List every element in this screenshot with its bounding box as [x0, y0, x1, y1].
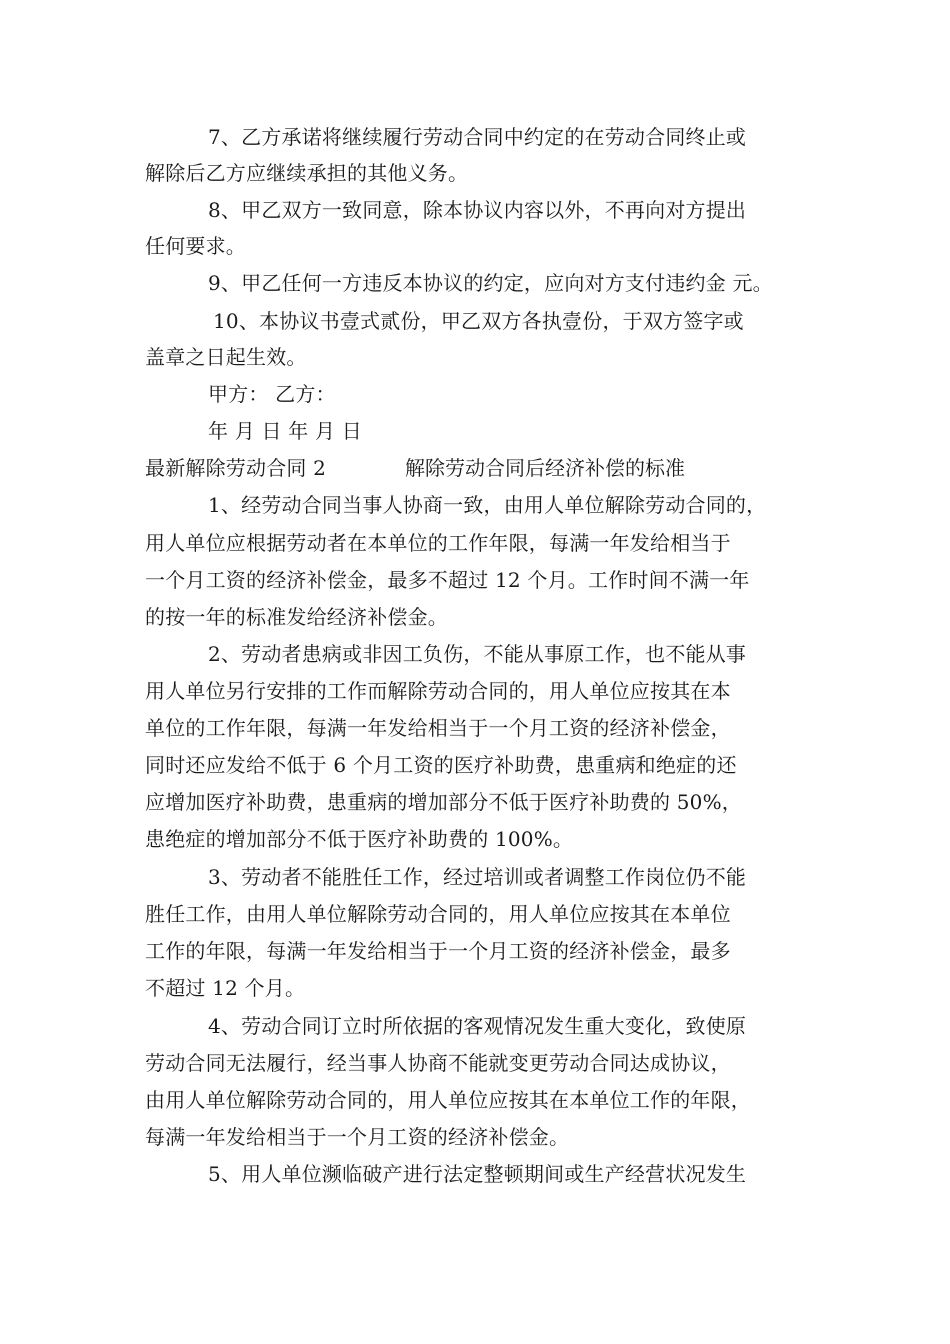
- signature-dates: 年 月 日 年 月 日: [208, 419, 362, 443]
- standard-2-line-1: 2、劳动者患病或非因工负伤，不能从事原工作，也不能从事: [208, 642, 747, 666]
- standard-3-line-4: 不超过 12 个月。: [145, 976, 306, 1000]
- section-heading-right: 解除劳动合同后经济补偿的标准: [405, 456, 685, 480]
- standard-3-line-1: 3、劳动者不能胜任工作，经过培训或者调整工作岗位仍不能: [208, 865, 747, 889]
- standard-1-line-4: 的按一年的标准发给经济补偿金。: [145, 605, 448, 629]
- standard-5-line-1: 5、用人单位濒临破产进行法定整顿期间或生产经营状况发生: [208, 1162, 747, 1186]
- standard-3-line-2: 胜任工作，由用人单位解除劳动合同的，用人单位应按其在本单位: [145, 902, 731, 926]
- standard-3-line-3: 工作的年限，每满一年发给相当于一个月工资的经济补偿金，最多: [145, 939, 731, 963]
- clause-7-line-2: 解除后乙方应继续承担的其他义务。: [145, 161, 469, 185]
- clause-9-line-1: 9、甲乙任何一方违反本协议的约定，应向对方支付违约金 元。: [208, 271, 773, 295]
- standard-4-line-3: 由用人单位解除劳动合同的，用人单位应按其在本单位工作的年限，: [145, 1088, 751, 1112]
- clause-8-line-1: 8、甲乙双方一致同意，除本协议内容以外，不再向对方提出: [208, 198, 747, 222]
- standard-4-line-1: 4、劳动合同订立时所依据的客观情况发生重大变化，致使原: [208, 1014, 747, 1038]
- clause-8-line-2: 任何要求。: [145, 234, 246, 258]
- standard-2-line-4: 同时还应发给不低于 6 个月工资的医疗补助费，患重病和绝症的还: [145, 753, 737, 777]
- section-heading-left: 最新解除劳动合同 2: [145, 456, 327, 480]
- standard-1-line-1: 1、经劳动合同当事人协商一致，由用人单位解除劳动合同的，: [208, 493, 767, 517]
- standard-4-line-2: 劳动合同无法履行，经当事人协商不能就变更劳动合同达成协议，: [145, 1051, 731, 1075]
- clause-7-line-1: 7、乙方承诺将继续履行劳动合同中约定的在劳动合同终止或: [208, 125, 747, 149]
- standard-1-line-3: 一个月工资的经济补偿金，最多不超过 12 个月。工作时间不满一年: [145, 568, 750, 592]
- standard-2-line-6: 患绝症的增加部分不低于医疗补助费的 100%。: [145, 827, 574, 851]
- standard-2-line-5: 应增加医疗补助费，患重病的增加部分不低于医疗补助费的 50%，: [145, 790, 743, 814]
- standard-2-line-3: 单位的工作年限，每满一年发给相当于一个月工资的经济补偿金，: [145, 716, 731, 740]
- signature-parties: 甲方： 乙方：: [208, 382, 336, 406]
- clause-10-line-1: 10、本协议书壹式贰份，甲乙双方各执壹份，于双方签字或: [213, 309, 744, 333]
- standard-1-line-2: 用人单位应根据劳动者在本单位的工作年限，每满一年发给相当于: [145, 531, 731, 555]
- clause-10-line-2: 盖章之日起生效。: [145, 345, 307, 369]
- standard-4-line-4: 每满一年发给相当于一个月工资的经济补偿金。: [145, 1125, 570, 1149]
- standard-2-line-2: 用人单位另行安排的工作而解除劳动合同的，用人单位应按其在本: [145, 679, 731, 703]
